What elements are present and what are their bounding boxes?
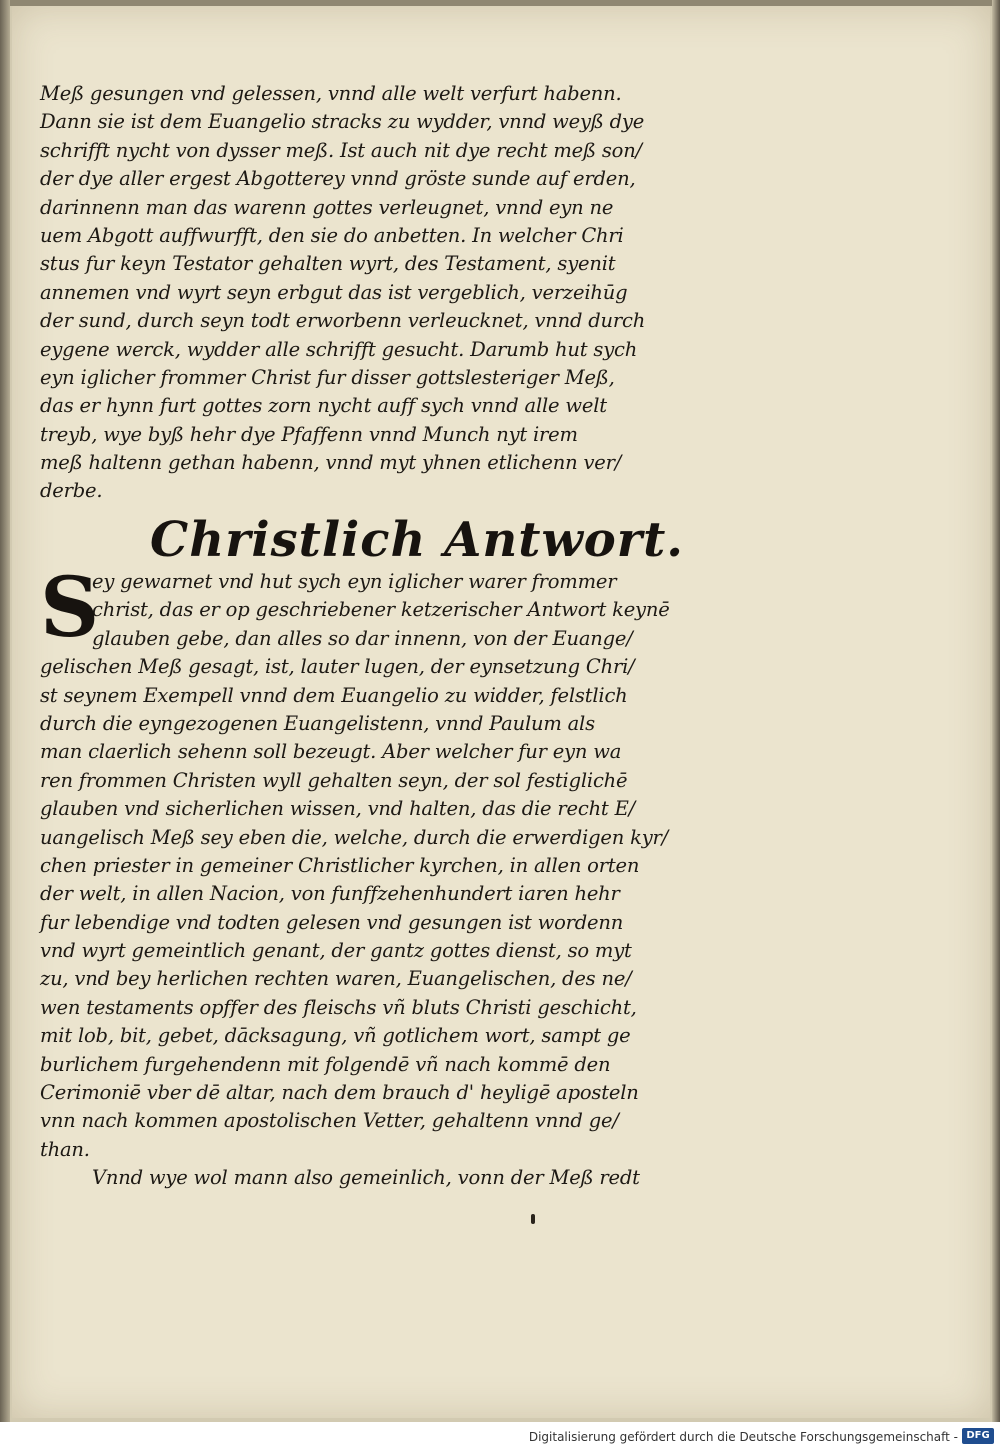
funding-credit: Digitalisierung gefördert durch die Deutsche Forschungsgemeinschaft -	[528, 1430, 958, 1444]
dfg-logo-icon: DFG	[962, 1428, 994, 1444]
text-line: burlichem furgehendenn mit folgendē vñ nach kommē den	[40, 1052, 611, 1076]
text-line: Dann sie ist dem Euangelio stracks zu wydder, vnnd weyß dye	[40, 110, 645, 134]
text-line: vnd wyrt gemeintlich genant, der gantz gottes dienst, so myt	[40, 939, 632, 963]
drop-cap-initial: S	[40, 560, 100, 656]
text-line: ren frommen Christen wyll gehalten seyn, der sol festiglichē	[40, 768, 628, 792]
text-line: annemen vnd wyrt seyn erbgut das ist vergeblich, verzeihūg	[40, 280, 628, 304]
text-line: eyn iglicher frommer Christ fur disser gottslesteriger Meß,	[40, 365, 615, 389]
text-line: man claerlich sehenn soll bezeugt. Aber welcher fur eyn wa	[40, 740, 622, 764]
text-line: gelischen Meß gesagt, ist, lauter lugen, der eynsetzung Chri/	[40, 655, 635, 679]
scan-right-edge	[992, 0, 1000, 1422]
text-line: christ, das er op geschriebener ketzerischer Antwort keynē	[92, 598, 670, 622]
text-line: glauben vnd sicherlichen wissen, vnd halten, das die recht E/	[40, 797, 635, 821]
text-line: ey gewarnet vnd hut sych eyn iglicher warer frommer	[92, 570, 617, 593]
text-line: der sund, durch seyn todt erworbenn verleucknet, vnnd durch	[40, 309, 646, 333]
text-line: fur lebendige vnd todten gelesen vnd gesungen ist wordenn	[40, 910, 624, 934]
text-line: derbe.	[40, 479, 103, 503]
text-line: uem Abgott auffwurfft, den sie do anbetten. In welcher Chri	[40, 223, 624, 247]
text-line: eygene werck, wydder alle schrifft gesucht. Darumb hut sych	[40, 337, 638, 361]
paragraph-one	[40, 80, 740, 506]
footer-bar	[0, 1422, 1000, 1452]
text-line: vnn nach kommen apostolischen Vetter, gehaltenn vnnd ge/	[40, 1109, 619, 1133]
scan-left-edge	[0, 0, 10, 1422]
text-line: Meß gesungen vnd gelessen, vnnd alle welt verfurt habenn.	[40, 82, 622, 105]
text-line: glauben gebe, dan alles so dar innenn, von der Euange/	[92, 626, 633, 650]
closing-line: Vnnd wye wol mann also gemeinlich, vonn der Meß redt	[92, 1166, 640, 1190]
text-line: das er hynn furt gottes zorn nycht auff sych vnnd alle welt	[40, 394, 607, 418]
ink-mark	[531, 1214, 535, 1224]
text-line: meß haltenn gethan habenn, vnnd myt yhnen etlichenn ver/	[40, 451, 622, 475]
text-line: zu, vnd bey herlichen rechten waren, Euangelischen, des ne/	[40, 967, 632, 991]
text-line: uangelisch Meß sey eben die, welche, durch die erwerdigen kyr/	[40, 825, 669, 849]
text-line: treyb, wye byß hehr dye Pfaffenn vnnd Munch nyt irem	[40, 422, 578, 446]
text-line: than.	[40, 1137, 90, 1161]
text-line: stus fur keyn Testator gehalten wyrt, des Testament, syenit	[40, 252, 616, 276]
text-line: der dye aller ergest Abgotterey vnnd gröste sunde auf erden,	[40, 167, 636, 191]
text-line: wen testaments opffer des fleischs vñ bluts Christi geschicht,	[40, 995, 637, 1019]
section-heading: Christlich Antwort.	[150, 512, 684, 568]
text-line: Cerimoniē vber dē altar, nach dem brauch d' heyligē aposteln	[40, 1081, 639, 1105]
text-line: st seynem Exempell vnnd dem Euangelio zu widder, felstlich	[40, 683, 628, 707]
text-line: durch die eyngezogenen Euangelistenn, vnnd Paulum als	[40, 711, 595, 735]
text-line: darinnenn man das warenn gottes verleugnet, vnnd eyn ne	[40, 195, 614, 219]
text-line: mit lob, bit, gebet, dācksagung, vñ gotlichem wort, sampt ge	[40, 1024, 631, 1048]
text-line: der welt, in allen Nacion, von funffzehenhundert iaren hehr	[40, 882, 620, 906]
paragraph-two	[40, 560, 750, 1193]
text-line: chen priester in gemeiner Christlicher kyrchen, in allen orten	[40, 853, 640, 877]
text-line: schrifft nycht von dysser meß. Ist auch nit dye recht meß son/	[40, 138, 642, 162]
